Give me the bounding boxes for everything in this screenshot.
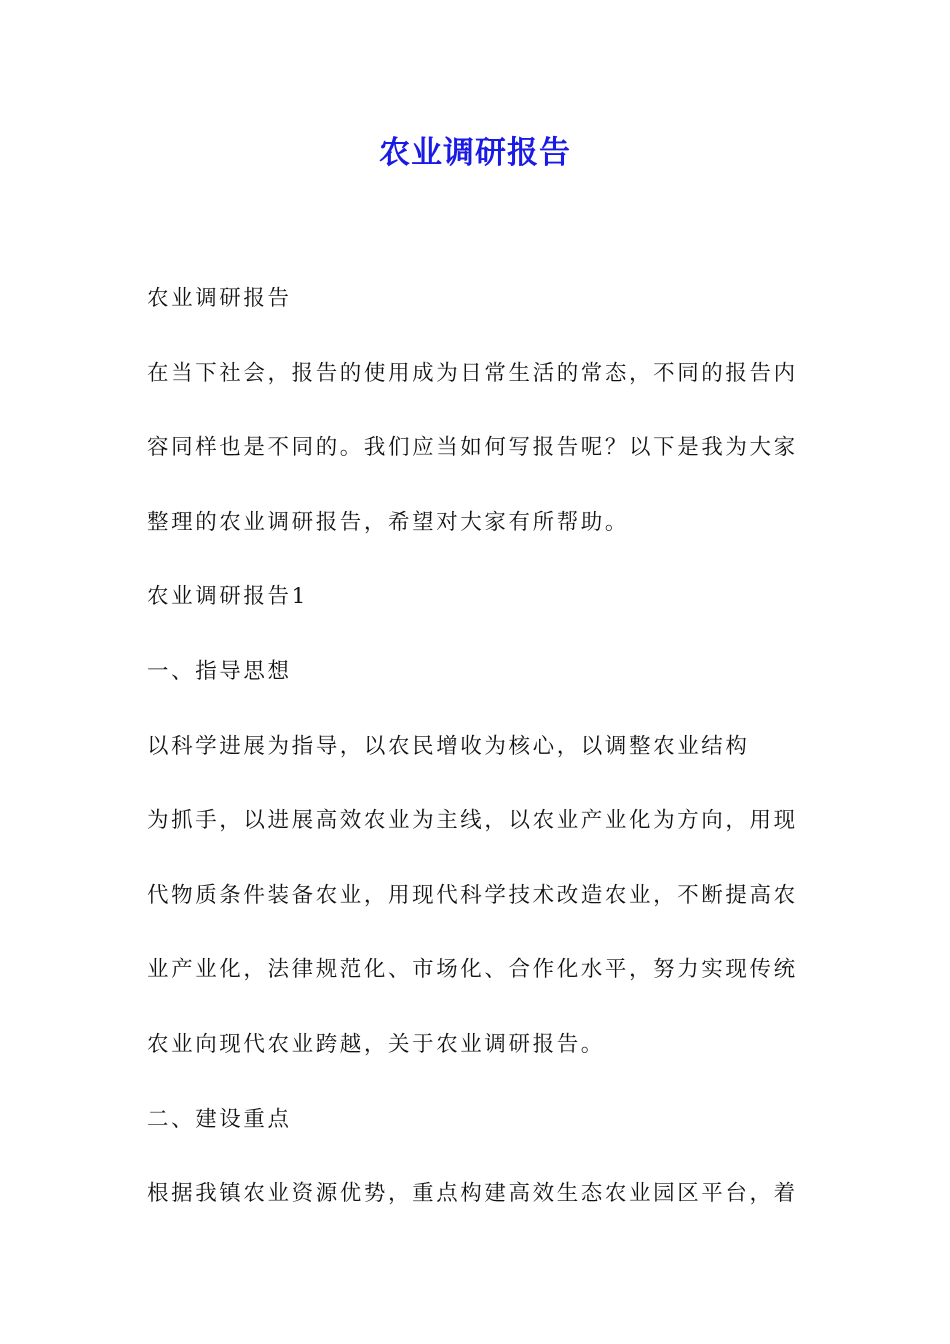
body-line-guiding-5: 农业向现代农业跨越，关于农业调研报告。 bbox=[147, 1031, 605, 1057]
section-heading-guiding-thought: 一、指导思想 bbox=[147, 658, 292, 684]
body-line-construction-1: 根据我镇农业资源优势，重点构建高效生态农业园区平台，着 bbox=[147, 1181, 798, 1207]
body-line-guiding-3: 代物质条件装备农业，用现代科学技术改造农业，不断提高农 bbox=[147, 882, 798, 908]
body-line-guiding-4: 业产业化，法律规范化、市场化、合作化水平，努力实现传统 bbox=[147, 957, 798, 983]
section-heading-construction-focus: 二、建设重点 bbox=[147, 1106, 292, 1132]
document-body bbox=[147, 262, 807, 1232]
section-heading-report-1: 农业调研报告1 bbox=[147, 584, 308, 610]
body-line-guiding-1: 以科学进展为指导，以农民增收为核心，以调整农业结构 bbox=[147, 733, 750, 759]
body-line-intro-1: 在当下社会，报告的使用成为日常生活的常态，不同的报告内 bbox=[147, 360, 798, 386]
body-line-subtitle: 农业调研报告 bbox=[147, 286, 292, 311]
body-line-guiding-2: 为抓手，以进展高效农业为主线，以农业产业化为方向，用现 bbox=[147, 808, 798, 834]
document-title: 农业调研报告 bbox=[379, 135, 571, 171]
body-line-intro-3: 整理的农业调研报告，希望对大家有所帮助。 bbox=[147, 509, 630, 535]
body-line-intro-2: 容同样也是不同的。我们应当如何写报告呢？以下是我为大家 bbox=[147, 435, 798, 461]
